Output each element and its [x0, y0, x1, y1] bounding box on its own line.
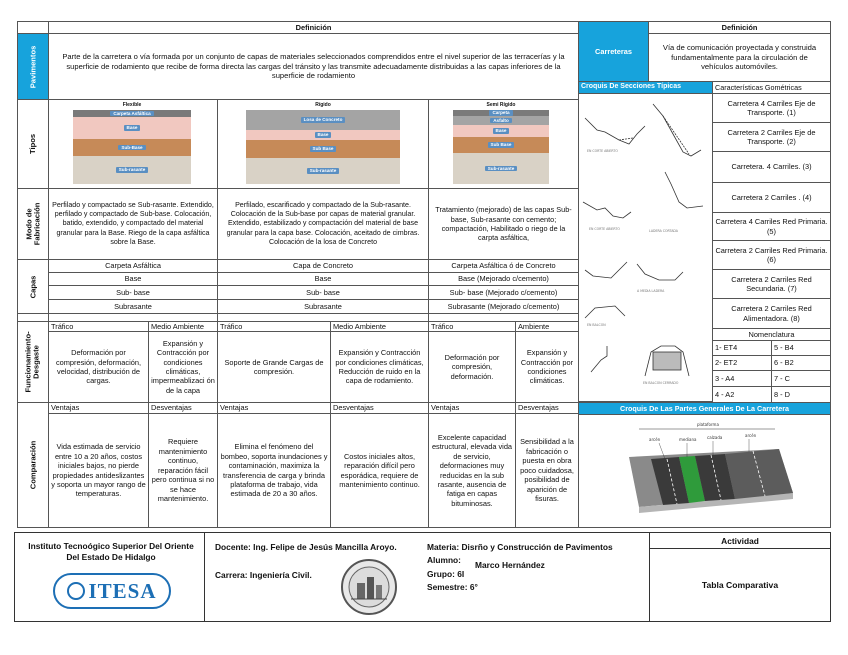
nomenclatura-cell: 3 - A4 — [712, 370, 772, 387]
docente: Docente: Ing. Felipe de Jesús Mancilla Aroyo. — [215, 542, 397, 552]
comp-rigido-desventajas: Costos iniciales altos, reparación difícil pero esporádica, requiere de mantenimiento continuo. — [330, 413, 429, 528]
sketch-label: A MEDIA LADERA — [637, 289, 665, 293]
comp-header-flexible-desventajas: Desventajas — [148, 402, 218, 414]
sketch-label: LADERA CORTADA — [649, 229, 678, 233]
alumno-label: Alumno: — [427, 555, 461, 565]
pavement-diagram-flexible: Flexible Carpeta Asfáltica Base Sub-Base Sub-rasante — [73, 102, 191, 184]
institute-name: Instituto Tecnoógico Superior Del Oriente Del Estado De Hidalgo — [28, 541, 194, 562]
capa-flexible-2: Base — [48, 272, 218, 286]
func-header-flexible-trafico: Tráfico — [48, 321, 149, 332]
road-part-label: mediana — [679, 437, 697, 442]
fabricacion-rigido: Perfilado, escarificado y compactado de la Sub-rasante. Colocación de la Sub-base por capas de material granular. Extendido, estabilizado y compactación del material de base granular para la capa base. Colocación, aceitado de cimbras. Colocación de la losa de Concreto — [217, 188, 429, 260]
carretera-item-7: Carretera 2 Carriles Red Secundaria. (7) — [712, 269, 831, 299]
carretera-item-1: Carretera 4 Carriles Eje de Transporte. (1) — [712, 93, 831, 123]
nomenclatura-header: Nomenclatura — [712, 328, 831, 341]
nomenclatura-cell: 2- ET2 — [712, 355, 772, 371]
comparison-table — [17, 21, 579, 528]
road-part-label: plataforma — [697, 422, 719, 427]
definicion-text: Parte de la carretera o vía formada por un conjunto de capas de materiales seleccionados comprendidos entre el nivel superior de las terracerías y la superficie de rodamiento que recibe de forma directa las cargas del tránsito y las transmite adecuadamente distribuidas a las capas inferiores de la superficie de rodamiento — [48, 33, 579, 100]
itesa-logo — [53, 573, 171, 609]
carreteras-definicion-header: Definición — [648, 21, 831, 34]
type-cell-rigido — [217, 99, 429, 189]
capa-semirigido-4: Subrasante (Mejorado c/cemento) — [428, 299, 579, 314]
grupo: Grupo: 6I — [427, 569, 465, 579]
comp-header-flexible-ventajas: Ventajas — [48, 402, 149, 414]
nomenclatura-cell: 6 - B2 — [771, 355, 831, 371]
carretera-item-4: Carretera 2 Carriles . (4) — [712, 182, 831, 213]
row-label-tipos: Tipos — [17, 99, 49, 189]
pavement-diagram-semirigido: Semi Rígido Carpeta Asfalto Base Sub Base Sub-rasante — [453, 102, 549, 184]
func-header-semirigido-ambiente: Ambiente — [515, 321, 579, 332]
func-header-rigido-trafico: Tráfico — [217, 321, 331, 332]
func-flexible-ambiente: Expansión y Contracción por condiciones climáticas, impermeablizaci ón de la capa — [148, 331, 218, 403]
capa-rigido-1: Capa de Concreto — [217, 259, 429, 273]
comp-semirigido-desventajas: Sensibilidad a la fabricación o puesta en obra poco cuidadosa, posibilidad de aparición de fisuras. — [515, 413, 579, 528]
func-rigido-trafico: Soporte de Grande Cargas de compresión. — [217, 331, 331, 403]
comp-header-semirigido-desventajas: Desventajas — [515, 402, 579, 414]
row-label-comparacion: Comparación — [17, 402, 49, 528]
type-cell-flexible — [48, 99, 218, 189]
comp-flexible-desventajas: Requiere mantenimiento continuo, reparación fácil pero continua si no se hace mantenimiento. — [148, 413, 218, 528]
carrera: Carrera: Ingeniería Civil. — [215, 570, 312, 580]
carreteras-label: Carreteras — [578, 21, 649, 82]
comp-header-rigido-ventajas: Ventajas — [217, 402, 331, 414]
func-semirigido-ambiente: Expansión y Contracción por condiciones climáticas. — [515, 331, 579, 403]
nomenclatura-cell: 5 - B4 — [771, 340, 831, 356]
sketch-label: EN BALCON — [587, 323, 606, 327]
definicion-header: Definición — [48, 21, 579, 34]
comp-flexible-ventajas: Vida estimada de servicio entre 10 a 20 años, costos iniciales bajos, no pierde propiedades antideslizantes y soporta un mayor rango de temperaturas. — [48, 413, 149, 528]
sketch-label: EN CORTE ABIERTO — [589, 227, 620, 231]
row-label-capas: Capas — [17, 259, 49, 314]
actividad-label: Actividad — [650, 533, 830, 549]
type-cell-semirigido — [428, 99, 579, 189]
row-label-modo-fabricacion: Modo de Fabricación — [17, 188, 49, 260]
pavement-type-name: Semi Rígido — [486, 102, 516, 108]
carretera-item-2: Carretera 2 Carriles Eje de Transporte. (2) — [712, 122, 831, 152]
carreteras-definicion-text: Vía de comunicación proyectada y construida fundamentalmente para la circulación de vehículos automóviles. — [648, 33, 831, 82]
road-parts-illustration — [579, 415, 830, 527]
pavement-type-name: Flexible — [122, 102, 142, 108]
road-part-label: calzada — [707, 435, 723, 440]
capa-rigido-3: Sub- base — [217, 285, 429, 300]
capa-semirigido-1: Carpeta Asfáltica ó de Concreto — [428, 259, 579, 273]
comp-rigido-ventajas: Elimina el fenómeno del bombeo, soporta inundaciones y contaminación, maximiza la transferencia de carga y brinda plataforma de trabajo, vida estimada de 20 a 30 años. — [217, 413, 331, 528]
sketch-label: EN CORTE ABIERTO — [587, 149, 618, 153]
capa-flexible-1: Carpeta Asfáltica — [48, 259, 218, 273]
sketch-label: EN BALCON CERRADO — [643, 381, 679, 385]
caracteristicas-header: Características Gométricas — [712, 81, 831, 94]
func-header-semirigido-trafico: Tráfico — [428, 321, 516, 332]
carretera-item-6: Carretera 2 Carriles Red Primaria. (6) — [712, 240, 831, 270]
func-header-rigido-ambiente: Medio Ambiente — [330, 321, 429, 332]
func-semirigido-trafico: Deformación por compresión, deformación. — [428, 331, 516, 403]
road-part-label: arcén — [649, 437, 661, 442]
capa-flexible-3: Sub- base — [48, 285, 218, 300]
secciones-sketches — [578, 93, 713, 402]
croquis-partes-header: Croquis De Las Partes Generales De La Carretera — [578, 402, 831, 415]
func-flexible-trafico: Deformación por compresión, deformación, velocidad, distribución de cargas. — [48, 331, 149, 403]
actividad-block — [649, 533, 830, 621]
materia: Materia: Disrño y Construcción de Pavimentos — [427, 542, 613, 552]
pavement-diagram-rigido: Rígido Losa de Concreto Base Sub Base Sub-rasante — [246, 102, 400, 184]
itesa-logo-icon — [67, 582, 85, 600]
func-header-flexible-ambiente: Medio Ambiente — [148, 321, 218, 332]
croquis-secciones-header: Croquis De Secciones Típicas — [578, 81, 713, 94]
capa-rigido-2: Base — [217, 272, 429, 286]
comp-header-rigido-desventajas: Desventajas — [330, 402, 429, 414]
capa-semirigido-3: Sub- base (Mejorado c/cemento) — [428, 285, 579, 300]
pavement-type-name: Rígido — [315, 102, 331, 108]
carretera-item-3: Carretera. 4 Carriles. (3) — [712, 151, 831, 183]
carretera-item-8: Carretera 2 Carriles Red Alimentadora. (8) — [712, 298, 831, 329]
road-part-label: arcén — [745, 433, 757, 438]
logo-text: ITESA — [88, 578, 157, 603]
footer-institute-block — [15, 533, 205, 621]
capa-semirigido-2: Base (Mejorado c/cemento) — [428, 272, 579, 286]
actividad-value: Tabla Comparativa — [701, 580, 779, 590]
nomenclatura-cell: 1- ET4 — [712, 340, 772, 356]
nomenclatura-cell: 4 - A2 — [712, 386, 772, 403]
carreteras-table — [578, 21, 831, 528]
nomenclatura-cell: 7 - C — [771, 370, 831, 387]
carretera-item-5: Carretera 4 Carriles Red Primaria. (5) — [712, 212, 831, 241]
comp-semirigido-ventajas: Excelente capacidad estructural, elevada vida de servicio, deformaciones muy reducidas en la sub rasante, ausencia de fatiga en capas bituminosas. — [428, 413, 516, 528]
sections-sketch — [579, 94, 712, 401]
croquis-partes-area — [578, 414, 831, 528]
func-rigido-ambiente: Expansión y Contracción por condiciones climáticas, Reducción de ruido en la capa de rodamiento. — [330, 331, 429, 403]
capa-rigido-4: Subrasante — [217, 299, 429, 314]
comp-header-semirigido-ventajas: Ventajas — [428, 402, 516, 414]
globe-icon — [341, 559, 397, 615]
footer — [14, 532, 831, 622]
fabricacion-flexible: Perfilado y compactado se Sub-rasante. Extendido, perfilado y compactado de Sub-base. Colocación, batido, extendido, y compactado del material granular para la Base. Riego de la capa asfáltica sobre la Base. — [48, 188, 218, 260]
capa-flexible-4: Subrasante — [48, 299, 218, 314]
semestre: Semestre: 6° — [427, 582, 478, 592]
row-label-pavimentos: Pavimentos — [17, 33, 49, 100]
nomenclatura-cell: 8 - D — [771, 386, 831, 403]
fabricacion-semirigido: Tratamiento (mejorado) de las capas Sub-base, Sub-rasante con cemento; compactación, Habilitado o riego de la carpta asfáltica, — [428, 188, 579, 260]
row-label-funcionamiento: Funcionamiento- Desgaste — [17, 321, 49, 403]
alumno-name: Marco Hernández — [475, 560, 545, 570]
